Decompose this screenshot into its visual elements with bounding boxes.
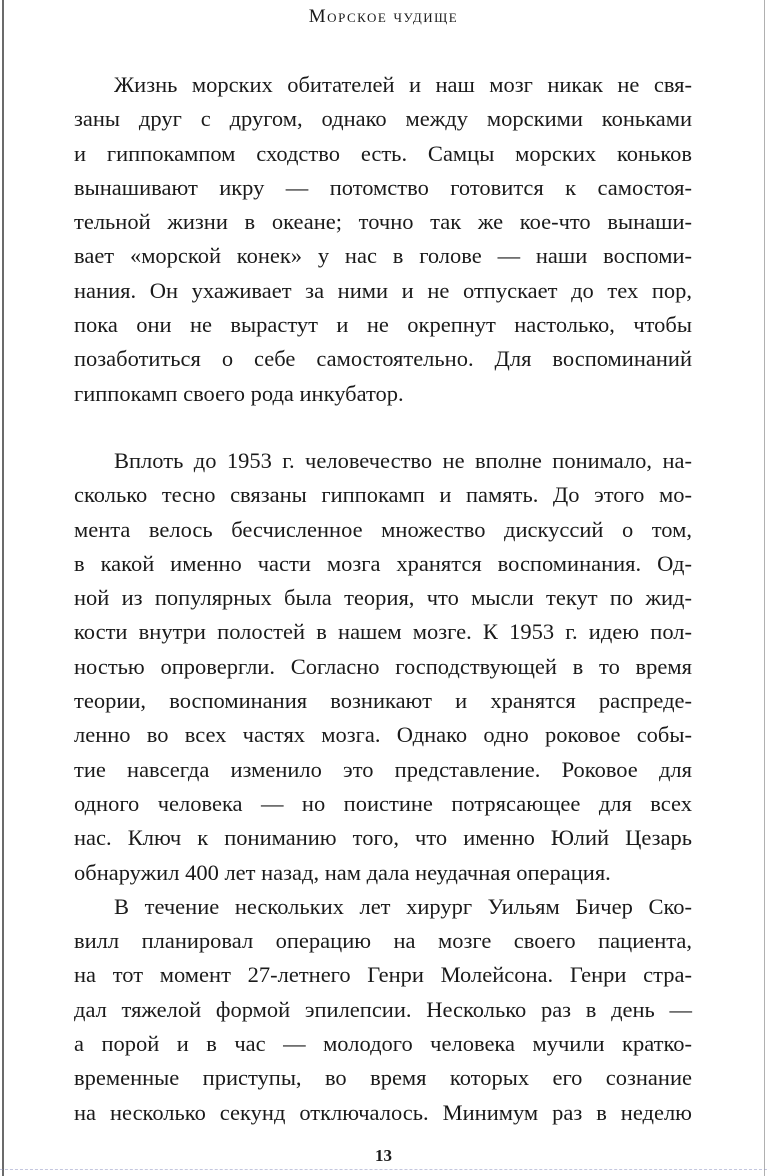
text-line: нас. Ключ к пониманию того, что именно Юлий Цезарь xyxy=(74,825,692,851)
text-line: вилл планировал операцию на мозге своего пациента, xyxy=(74,928,692,954)
page-number: 13 xyxy=(375,1146,392,1165)
text-line: позаботиться о себе самостоятельно. Для воспоминаний xyxy=(74,346,692,372)
text-line: сколько тесно связаны гиппокамп и память. До этого мо- xyxy=(74,482,692,508)
text-line: заны друг с другом, однако между морскими коньками xyxy=(74,106,692,132)
text-line: Жизнь морских обитателей и наш мозг никак не свя- xyxy=(114,72,692,97)
text-line: кости внутри полостей в нашем мозге. К 1953 г. идею пол- xyxy=(74,619,692,645)
section-gap xyxy=(74,411,692,444)
text-line: на несколько секунд отключалось. Минимум раз в неделю xyxy=(74,1099,692,1125)
running-header-title: Морское чудище xyxy=(308,6,459,27)
body-text xyxy=(74,68,692,1130)
text-line: а порой и в час — молодого человека мучили кратко- xyxy=(74,1031,692,1057)
paragraph-3 xyxy=(74,890,692,1130)
text-line: мента велось бесчисленное множество дискуссий о том, xyxy=(74,516,692,542)
text-line: ностью опровергли. Согласно господствующей в то время xyxy=(74,653,692,679)
text-line: обнаружил 400 лет назад, нам дала неудачная операция. xyxy=(74,859,611,885)
text-line: теории, воспоминания возникают и хранятся распреде- xyxy=(74,688,692,714)
text-line: ной из популярных была теория, что мысли текут по жид- xyxy=(74,585,692,611)
text-line: тельной жизни в океане; точно так же кое-что вынаши- xyxy=(74,209,692,235)
text-line: гиппокамп своего рода инкубатор. xyxy=(74,380,404,406)
text-line: тие навсегда изменило это представление. Роковое для xyxy=(74,756,692,782)
text-line: и гиппокампом сходство есть. Самцы морских коньков xyxy=(74,140,692,166)
text-line: одного человека — но поистине потрясающее для всех xyxy=(74,790,692,816)
text-line: ленно во всех частях мозга. Однако одно роковое собы- xyxy=(74,722,692,748)
text-line: на тот момент 27-летнего Генри Молейсона. Генри стра- xyxy=(74,962,692,988)
text-line: Вплоть до 1953 г. человечество не вполне понимало, на- xyxy=(114,447,692,473)
text-line: временные приступы, во время которых его сознание xyxy=(74,1065,692,1091)
text-line: нания. Он ухаживает за ними и не отпускает до тех пор, xyxy=(74,277,692,303)
text-line: в какой именно части мозга хранятся воспоминания. Од- xyxy=(74,550,692,576)
text-line: В течение нескольких лет хирург Уильям Бичер Ско- xyxy=(114,893,692,919)
paragraph-2 xyxy=(74,444,692,890)
text-line: вает «морской конек» у нас в голове — наши воспоми- xyxy=(74,243,692,269)
text-line: вынашивают икру — потомство готовится к самостоя- xyxy=(74,174,692,200)
text-line: пока они не вырастут и не окрепнут настолько, чтобы xyxy=(74,312,692,338)
scan-artifact-line xyxy=(0,1169,767,1176)
text-line: дал тяжелой формой эпилепсии. Несколько раз в день — xyxy=(74,996,692,1022)
paragraph-1 xyxy=(74,68,692,411)
